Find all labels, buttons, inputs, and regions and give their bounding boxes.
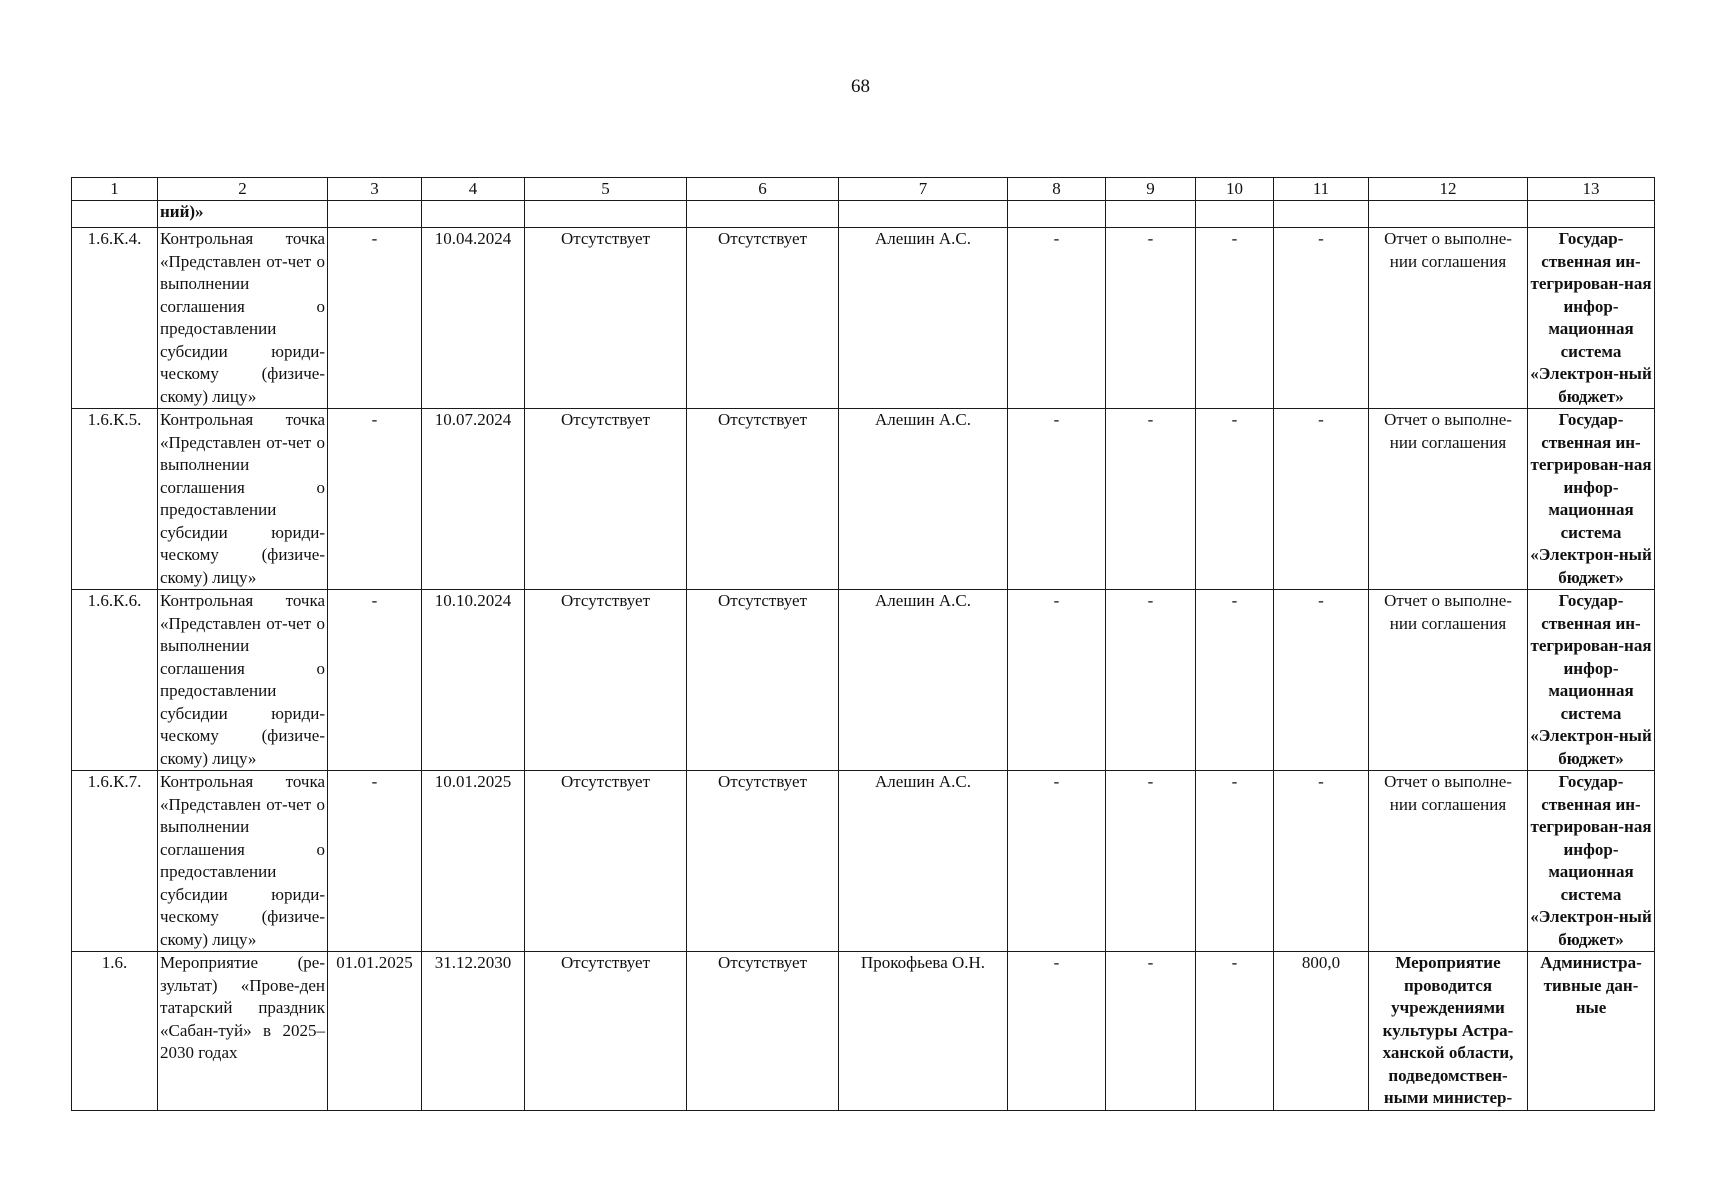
row-start-date: - — [328, 590, 422, 771]
row-col9: - — [1106, 409, 1196, 590]
row-col8: - — [1008, 590, 1106, 771]
column-header-3: 3 — [328, 178, 422, 201]
cell-empty — [1106, 201, 1196, 228]
row-col11: - — [1274, 228, 1369, 409]
row-col11: 800,0 — [1274, 952, 1369, 1111]
table-row — [72, 952, 1655, 1111]
row-col5: Отсутствует — [525, 952, 687, 1111]
row-col10: - — [1196, 228, 1274, 409]
page-number: 68 — [851, 76, 870, 97]
row-name: Контрольная точка «Представлен от-чет о выполнении соглашения о предоставлении субсидии юриди-ческому (физиче-скому) лицу» — [158, 409, 328, 590]
row-col5: Отсутствует — [525, 771, 687, 952]
row-name: Контрольная точка «Представлен от-чет о выполнении соглашения о предоставлении субсидии юриди-ческому (физиче-скому) лицу» — [158, 228, 328, 409]
row-col8: - — [1008, 409, 1106, 590]
row-col10: - — [1196, 771, 1274, 952]
cell-empty — [1369, 201, 1528, 228]
row-result: Отчет о выполне-нии соглашения — [1369, 590, 1528, 771]
plan-table — [71, 177, 1655, 1111]
table-row — [72, 409, 1655, 590]
column-header-row — [72, 178, 1655, 201]
row-number: 1.6.К.4. — [72, 228, 158, 409]
row-source: Государ-ственная ин-тегрирован-ная инфор-мационная система «Электрон-ный бюджет» — [1528, 771, 1655, 952]
row-col9: - — [1106, 771, 1196, 952]
continuation-row — [72, 201, 1655, 228]
row-col11: - — [1274, 409, 1369, 590]
row-source: Государ-ственная ин-тегрирован-ная инфор-мационная система «Электрон-ный бюджет» — [1528, 409, 1655, 590]
row-source: Государ-ственная ин-тегрирован-ная инфор-мационная система «Электрон-ный бюджет» — [1528, 228, 1655, 409]
row-col5: Отсутствует — [525, 228, 687, 409]
row-result: Отчет о выполне-нии соглашения — [1369, 228, 1528, 409]
row-col9: - — [1106, 228, 1196, 409]
cell-empty — [72, 201, 158, 228]
row-col6: Отсутствует — [687, 409, 839, 590]
column-header-4: 4 — [422, 178, 525, 201]
row-col5: Отсутствует — [525, 590, 687, 771]
row-responsible: Алешин А.С. — [839, 771, 1008, 952]
column-header-8: 8 — [1008, 178, 1106, 201]
row-source: Государ-ственная ин-тегрирован-ная инфор-мационная система «Электрон-ный бюджет» — [1528, 590, 1655, 771]
row-col8: - — [1008, 771, 1106, 952]
row-col10: - — [1196, 952, 1274, 1111]
row-col6: Отсутствует — [687, 590, 839, 771]
row-end-date: 10.07.2024 — [422, 409, 525, 590]
row-col9: - — [1106, 590, 1196, 771]
column-header-10: 10 — [1196, 178, 1274, 201]
cell-empty — [1274, 201, 1369, 228]
row-col11: - — [1274, 771, 1369, 952]
row-responsible: Алешин А.С. — [839, 409, 1008, 590]
row-start-date: 01.01.2025 — [328, 952, 422, 1111]
column-header-13: 13 — [1528, 178, 1655, 201]
row-name: Мероприятие (ре-зультат) «Прове-ден татарский праздник «Сабан-туй» в 2025–2030 годах — [158, 952, 328, 1111]
row-start-date: - — [328, 228, 422, 409]
row-end-date: 10.10.2024 — [422, 590, 525, 771]
column-header-6: 6 — [687, 178, 839, 201]
row-responsible: Алешин А.С. — [839, 590, 1008, 771]
cell-empty — [687, 201, 839, 228]
row-col5: Отсутствует — [525, 409, 687, 590]
row-result: Мероприятие проводится учреждениями культуры Астра-ханской области, подведомствен-ными министер- — [1369, 952, 1528, 1111]
column-header-9: 9 — [1106, 178, 1196, 201]
table-row — [72, 228, 1655, 409]
table-row — [72, 590, 1655, 771]
column-header-2: 2 — [158, 178, 328, 201]
row-start-date: - — [328, 409, 422, 590]
column-header-5: 5 — [525, 178, 687, 201]
row-responsible: Прокофьева О.Н. — [839, 952, 1008, 1111]
column-header-12: 12 — [1369, 178, 1528, 201]
row-start-date: - — [328, 771, 422, 952]
column-header-7: 7 — [839, 178, 1008, 201]
row-col6: Отсутствует — [687, 228, 839, 409]
row-col8: - — [1008, 228, 1106, 409]
table-row — [72, 771, 1655, 952]
row-end-date: 10.04.2024 — [422, 228, 525, 409]
row-number: 1.6.К.7. — [72, 771, 158, 952]
row-col8: - — [1008, 952, 1106, 1111]
row-col6: Отсутствует — [687, 771, 839, 952]
row-result: Отчет о выполне-нии соглашения — [1369, 409, 1528, 590]
row-responsible: Алешин А.С. — [839, 228, 1008, 409]
row-name: Контрольная точка «Представлен от-чет о выполнении соглашения о предоставлении субсидии юриди-ческому (физиче-скому) лицу» — [158, 590, 328, 771]
row-number: 1.6. — [72, 952, 158, 1111]
cell-empty — [422, 201, 525, 228]
row-result: Отчет о выполне-нии соглашения — [1369, 771, 1528, 952]
row-number: 1.6.К.6. — [72, 590, 158, 771]
cell-empty — [1528, 201, 1655, 228]
cell-empty — [525, 201, 687, 228]
row-col11: - — [1274, 590, 1369, 771]
row-end-date: 31.12.2030 — [422, 952, 525, 1111]
cell-empty — [328, 201, 422, 228]
column-header-11: 11 — [1274, 178, 1369, 201]
continuation-text: ний)» — [158, 201, 328, 228]
row-col10: - — [1196, 409, 1274, 590]
row-number: 1.6.К.5. — [72, 409, 158, 590]
row-col9: - — [1106, 952, 1196, 1111]
column-header-1: 1 — [72, 178, 158, 201]
row-source: Администра-тивные дан-ные — [1528, 952, 1655, 1111]
cell-empty — [1196, 201, 1274, 228]
row-end-date: 10.01.2025 — [422, 771, 525, 952]
row-name: Контрольная точка «Представлен от-чет о выполнении соглашения о предоставлении субсидии юриди-ческому (физиче-скому) лицу» — [158, 771, 328, 952]
cell-empty — [1008, 201, 1106, 228]
row-col10: - — [1196, 590, 1274, 771]
row-col6: Отсутствует — [687, 952, 839, 1111]
cell-empty — [839, 201, 1008, 228]
